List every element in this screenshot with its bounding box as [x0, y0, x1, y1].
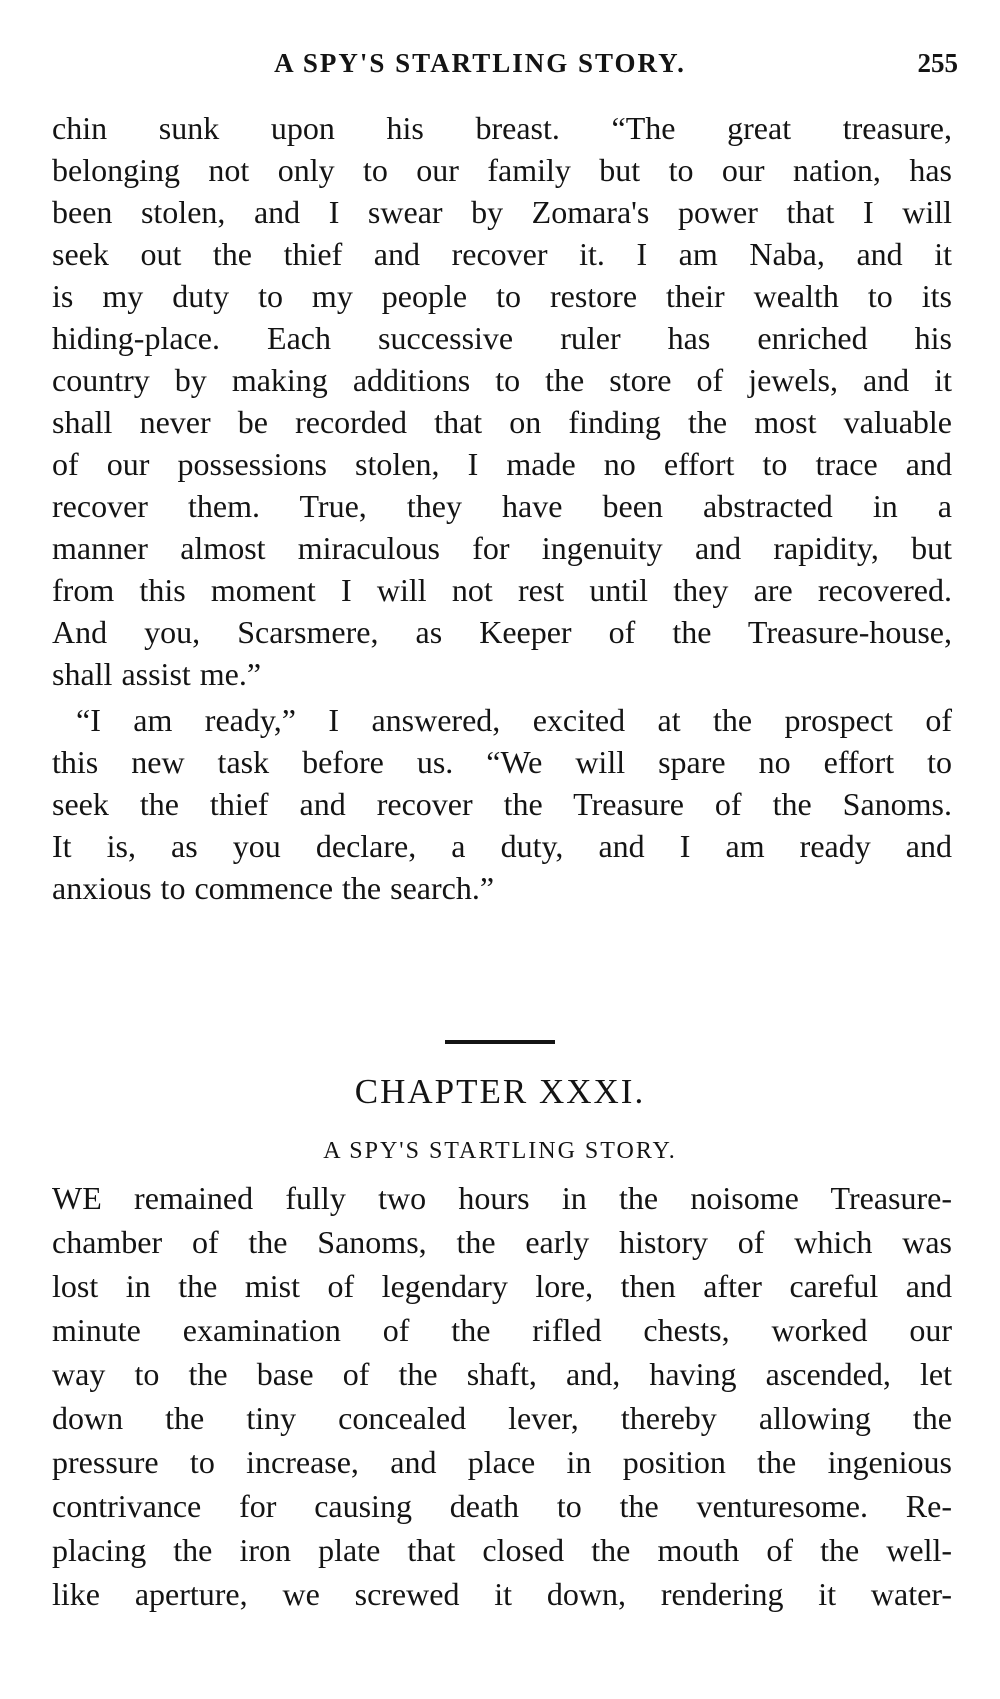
- text-line: seek the thief and recover the Treasure of the Sanoms.: [52, 786, 952, 822]
- text-line: WE remained fully two hours in the noisome Treasure-: [52, 1180, 952, 1216]
- text-line: shall assist me.”: [52, 656, 262, 692]
- text-line: “I am ready,” I answered, excited at the prospect of: [76, 702, 952, 738]
- text-line: belonging not only to our family but to our nation, has: [52, 152, 952, 188]
- text-line: chamber of the Sanoms, the early history of which was: [52, 1224, 952, 1260]
- text-line: recover them. True, they have been abstracted in a: [52, 488, 952, 524]
- text-line: down the tiny concealed lever, thereby allowing the: [52, 1400, 952, 1436]
- text-line: of our possessions stolen, I made no effort to trace and: [52, 446, 952, 482]
- running-head: [52, 48, 958, 88]
- text-line: pressure to increase, and place in position the ingenious: [52, 1444, 952, 1480]
- text-line: minute examination of the rifled chests, worked our: [52, 1312, 952, 1348]
- chapter-subheading: A SPY'S STARTLING STORY.: [323, 1138, 677, 1164]
- text-line: this new task before us. “We will spare no effort to: [52, 744, 952, 780]
- text-line: lost in the mist of legendary lore, then after careful and: [52, 1268, 952, 1304]
- text-line: is my duty to my people to restore their wealth to its: [52, 278, 952, 314]
- text-line: seek out the thief and recover it. I am Naba, and it: [52, 236, 952, 272]
- text-line: chin sunk upon his breast. “The great treasure,: [52, 110, 952, 146]
- running-title: A SPY'S STARTLING STORY.: [274, 48, 686, 78]
- text-line: country by making additions to the store of jewels, and it: [52, 362, 952, 398]
- text-line: from this moment I will not rest until they are recovered.: [52, 572, 952, 608]
- page-number: 255: [917, 48, 958, 78]
- text-line: placing the iron plate that closed the mouth of the well-: [52, 1532, 952, 1568]
- text-line: anxious to commence the search.”: [52, 870, 495, 906]
- text-line: shall never be recorded that on finding the most valuable: [52, 404, 952, 440]
- text-line: been stolen, and I swear by Zomara's power that I will: [52, 194, 952, 230]
- text-line: And you, Scarsmere, as Keeper of the Treasure-house,: [52, 614, 952, 650]
- chapter-heading: CHAPTER XXXI.: [354, 1072, 646, 1111]
- text-line: contrivance for causing death to the venturesome. Re-: [52, 1488, 952, 1524]
- section-divider: [445, 1040, 555, 1044]
- text-line: way to the base of the shaft, and, having ascended, let: [52, 1356, 952, 1392]
- text-line: like aperture, we screwed it down, rendering it water-: [52, 1576, 952, 1612]
- text-line: hiding-place. Each successive ruler has enriched his: [52, 320, 952, 356]
- text-line: It is, as you declare, a duty, and I am ready and: [52, 828, 952, 864]
- text-line: manner almost miraculous for ingenuity and rapidity, but: [52, 530, 952, 566]
